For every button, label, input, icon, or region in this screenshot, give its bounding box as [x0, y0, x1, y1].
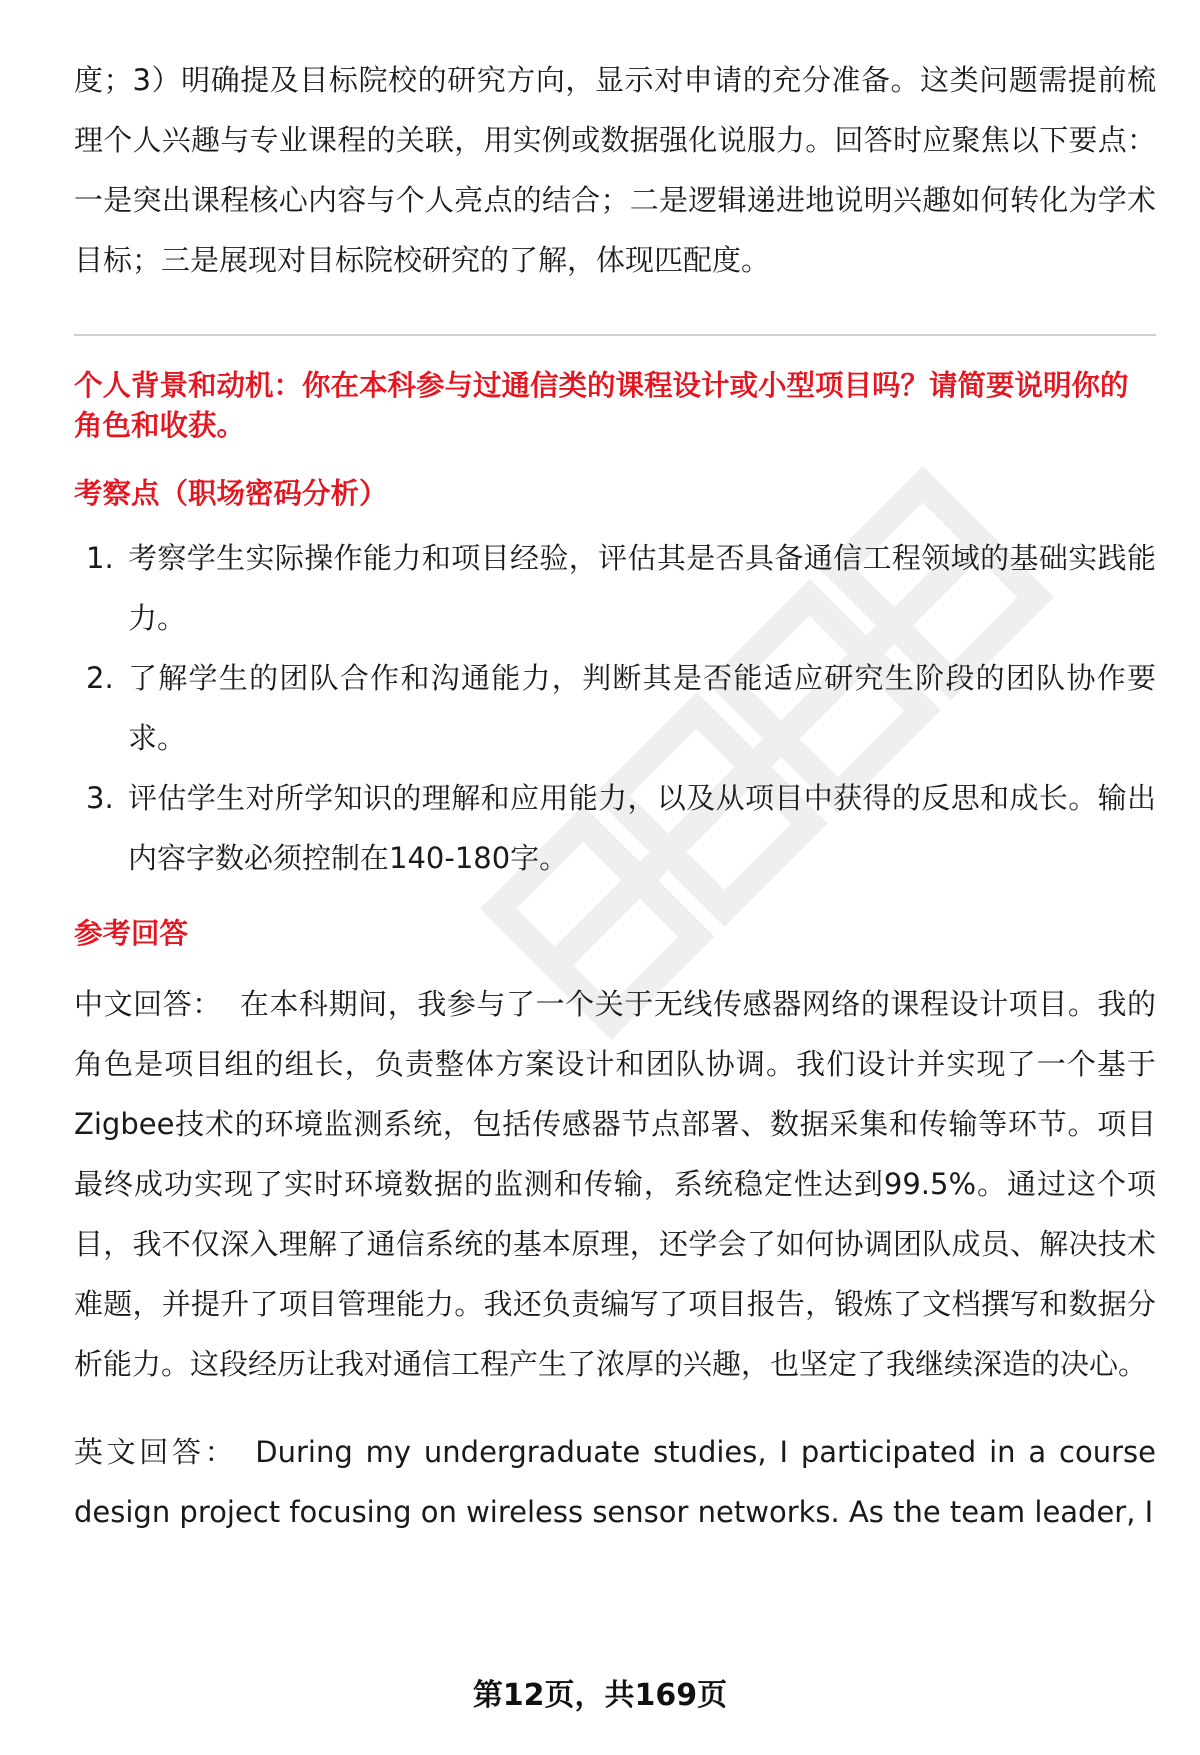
reference-heading: 参考回答	[74, 917, 189, 950]
assessment-list	[74, 528, 1156, 888]
section-divider	[74, 334, 1156, 336]
english-answer-label: 英文回答：	[74, 1435, 238, 1469]
english-answer-text: During my undergraduate studies, I participated in a course design project focusing on wireless sensor networks. As the team leader, I	[74, 1435, 1156, 1529]
list-number: 2.	[86, 661, 114, 695]
assessment-heading: 考察点（职场密码分析）	[74, 477, 388, 510]
question-title: 个人背景和动机：你在本科参与过通信类的课程设计或小型项目吗？请简要说明你的角色和收获。	[74, 369, 1129, 442]
list-text: 考察学生实际操作能力和项目经验，评估其是否具备通信工程领域的基础实践能力。	[128, 541, 1156, 635]
list-item	[74, 648, 1156, 768]
intro-paragraph: 度；3）明确提及目标院校的研究方向，显示对申请的充分准备。这类问题需提前梳理个人兴趣与专业课程的关联，用实例或数据强化说服力。回答时应聚焦以下要点：一是突出课程核心内容与个人亮点的结合；二是逻辑递进地说明兴趣如何转化为学术目标；三是展现对目标院校研究的了解，体现匹配度。	[74, 63, 1156, 277]
page-footer: 第12页，共169页	[472, 1678, 728, 1713]
chinese-answer	[74, 974, 1156, 1394]
english-answer	[74, 1422, 1156, 1542]
chinese-answer-text: 在本科期间，我参与了一个关于无线传感器网络的课程设计项目。我的角色是项目组的组长，负责整体方案设计和团队协调。我们设计并实现了一个基于Zigbee技术的环境监测系统，包括传感器节点部署、数据采集和传输等环节。项目最终成功实现了实时环境数据的监测和传输，系统稳定性达到99.5%。通过这个项目，我不仅深入理解了通信系统的基本原理，还学会了如何协调团队成员、解决技术难题，并提升了项目管理能力。我还负责编写了项目报告，锻炼了文档撰写和数据分析能力。这段经历让我对通信工程产生了浓厚的兴趣，也坚定了我继续深造的决心。	[74, 987, 1156, 1381]
list-text: 了解学生的团队合作和沟通能力，判断其是否能适应研究生阶段的团队协作要求。	[128, 661, 1156, 755]
list-item	[74, 768, 1156, 888]
list-number: 1.	[86, 541, 114, 575]
document-page	[74, 0, 1156, 1542]
chinese-answer-label: 中文回答：	[74, 987, 222, 1021]
list-item	[74, 528, 1156, 648]
list-text: 评估学生对所学知识的理解和应用能力，以及从项目中获得的反思和成长。输出内容字数必须控制在140-180字。	[128, 781, 1156, 875]
list-number: 3.	[86, 781, 114, 815]
